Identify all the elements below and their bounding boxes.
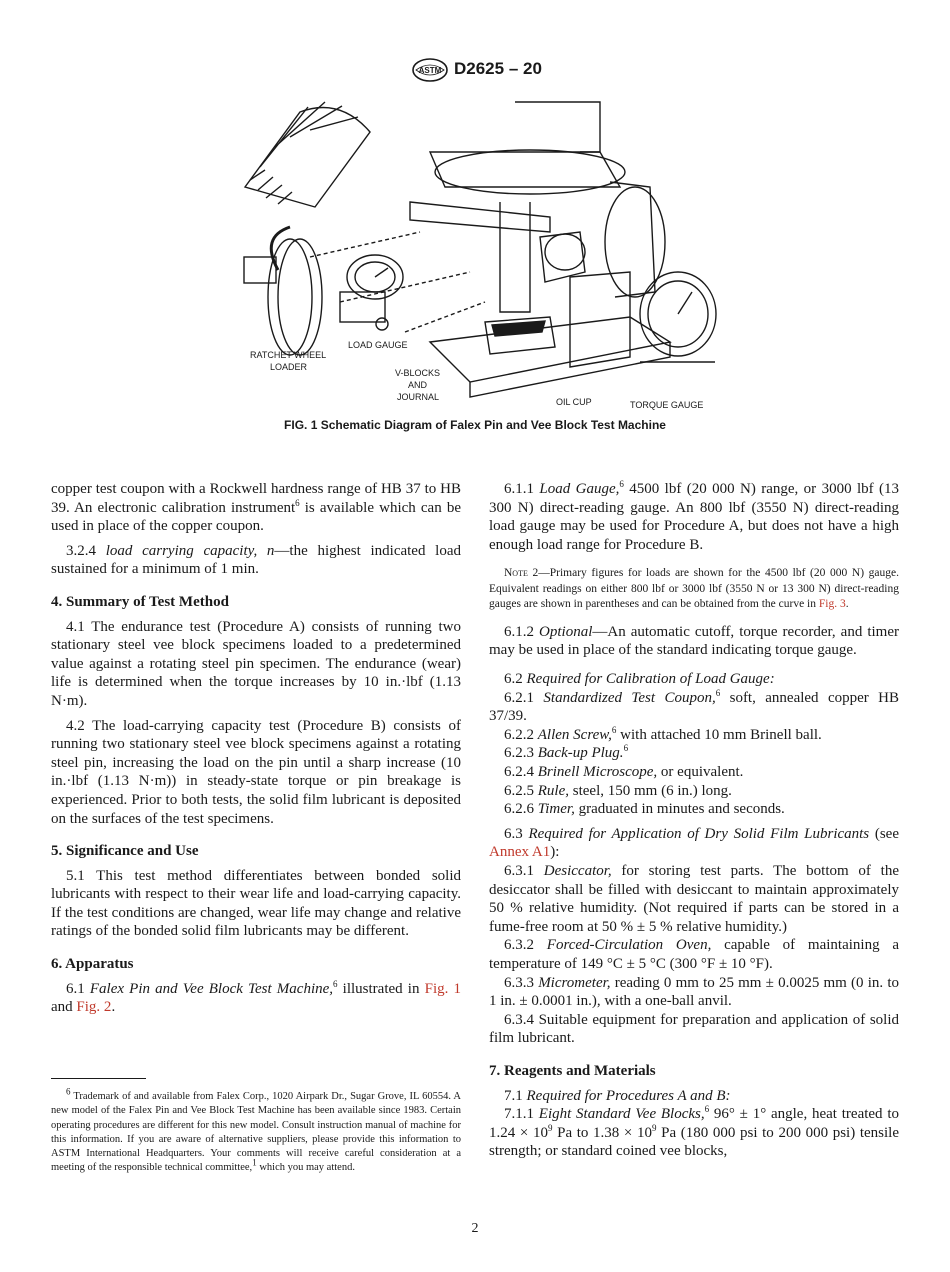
paragraph-6-1-2: 6.1.2 Optional—An automatic cutoff, torque recorder, and timer may be used in place of the standard indicating torque gauge. [489, 623, 900, 659]
paragraph-7-1-1: 7.1.1 Eight Standard Vee Blocks,$^6$ 96° ± 1° angle, heat treated to $1.24 \times 10^9$ Pa to $1.38 \times 10^9$ Pa (180 000 psi to 200 000 psi) tensile strength; or standard coined vee blocks, [489, 1104, 899, 1160]
section-6-heading: 6. Apparatus [51, 956, 134, 973]
paragraph-6-2-1: 6.2.1 Standardized Test Coupon,$^6$ soft, annealed copper HB 37/39. [489, 687, 899, 725]
label-load-gauge: LOAD GAUGE [348, 340, 408, 350]
paragraph-6-2-5: 6.2.5 Rule, steel, 150 mm (6 in.) long. [504, 782, 732, 799]
logo-text: ASTM [418, 66, 442, 75]
annex-a1-link[interactable]: Annex A1 [489, 844, 551, 861]
right-column [489, 480, 899, 1167]
astm-logo-icon [411, 58, 449, 82]
paragraph-6-3-2: 6.3.2 Forced-Circulation Oven, capable of maintaining a temperature of 149 °C ± 5 °C (300 °F ± 10 °F). [489, 937, 900, 972]
document-designation: D2625 – 20 [454, 59, 542, 78]
footnote-6: $^6$ Trademark of and available from Falex Corp., 1020 Airpark Dr., Sugar Grove, IL 60554. A new model of the Falex Pin and Vee Block Test Machine has been available since 1983. Certain operating procedures are different for this new model. Consult instruction manual of machine for this information. If you are aware of alternative suppliers, please provide this information to ASTM International Headquarters. Your comments will receive careful consideration at a meeting of the responsible technical committee,$^1$ which you may attend. [51, 1086, 461, 1174]
falex-machine-figure [230, 92, 730, 412]
label-torque-gauge: TORQUE GAUGE [630, 400, 704, 410]
paragraph-6-3-3: 6.3.3 Micrometer, reading 0 mm to 25 mm ± 0.0025 mm (0 in. to 1 in. ± 0.0001 in.), with a one-ball anvil. [489, 974, 899, 1010]
note-2: Note 2—Primary figures for loads are shown for the 4500 lbf (20 000 N) gauge. Equivalent readings on either 800 lbf or 3000 lbf (3550 N or 13 300 N) direct-reading gauges are shown in parentheses and can be obtained from the curve in Fig. 3. [489, 567, 899, 611]
label-vblocks-line3: JOURNAL [397, 392, 440, 402]
load-gauge-drawing [340, 255, 403, 330]
paragraph-6-3-4: 6.3.4 Suitable equipment for preparation and application of solid film lubricant. [489, 1011, 899, 1047]
label-vblocks-line2: AND [408, 380, 428, 390]
paragraph-6-3-1: 6.3.1 Desiccator, for storing test parts. The bottom of the desiccator shall be filled with desiccant to maintain approximately 50 % relative humidity. (Not required if parts can be stored in a fume-free room at 50 % ± 5 % relative humidity.) [489, 863, 899, 935]
ratchet-wheel-drawing [244, 227, 322, 355]
section-5-heading: 5. Significance and Use [51, 843, 199, 860]
paragraph-5-1: 5.1 This test method differentiates between bonded solid lubricants with respect to their wear life and load-carrying capacity. If the test conditions are changed, wear life may change and relative ratings of the bonded solid film lubricants may be different. [51, 867, 461, 940]
paragraph-6-3: 6.3 Required for Application of Dry Solid Film Lubricants (see Annex A1): [489, 825, 900, 861]
paragraph-6-1-1: 6.1.1 Load Gauge,$^6$ 4500 lbf (20 000 N) range, or 3000 lbf (13 300 N) direct-reading gauge. An 800 lbf (3550 N) direct-reading load gauge may be used for Procedure A, but does not have a high enough load range for Procedure B. [489, 479, 900, 553]
paragraph-6-2-3: 6.2.3 Back-up Plug.$^6$ [504, 743, 629, 762]
fig-3-link[interactable]: Fig. 3 [818, 598, 846, 611]
paragraph-6-2-2: 6.2.2 Allen Screw,$^6$ with attached 10 mm Brinell ball. [504, 724, 822, 743]
paragraph-3-2-4: 3.2.4 load carrying capacity, n—the highest indicated load sustained for a minimum of 1 min. [51, 542, 461, 578]
paragraph-6-2-6: 6.2.6 Timer, graduated in minutes and seconds. [504, 801, 785, 818]
paragraph-6-1: 6.1 Falex Pin and Vee Block Test Machine,$^6$ illustrated in Fig. 1 and Fig. 2. [51, 978, 462, 1016]
oil-cup-drawing [485, 317, 555, 354]
paragraph-4-2: 4.2 The load-carrying capacity test (Procedure B) consists of running two stationary steel vee block specimens against a rotating steel pin, increasing the load on the pin until a sharp increase (10 in.·lbf (1.13 N·m)) in steady-state torque or pin breakage is experienced. Prior to both tests, the solid film lubricant is deposited on the surfaces of the test specimens. [51, 717, 461, 827]
paragraph-6-2-4: 6.2.4 Brinell Microscope, or equivalent. [504, 764, 744, 781]
paragraph-6-2: 6.2 Required for Calibration of Load Gauge: [504, 671, 775, 688]
paragraph-4-1: 4.1 The endurance test (Procedure A) consists of running two stationary steel vee block specimens loaded to a predetermined value against a rotating steel pin specimen. The endurance (wear) life is determined when the torque increases by 10 in.·lbf (1.13 N·m). [51, 618, 461, 709]
section-7-heading: 7. Reagents and Materials [489, 1062, 656, 1079]
paragraph-7-1: 7.1 Required for Procedures A and B: [504, 1087, 731, 1104]
label-vblocks-line1: V-BLOCKS [395, 368, 441, 378]
label-oil-cup: OIL CUP [556, 397, 592, 407]
left-column [51, 480, 461, 1023]
paragraph-3-2-3-cont: copper test coupon with a Rockwell hardness range of HB 37 to HB 39. An electronic calibration instrument$^6$ is available which can be used in place of the copper coupon. [51, 481, 461, 535]
label-ratchet-wheel-line1: RATCHET WHEEL [250, 350, 327, 360]
footnote-divider [51, 1078, 146, 1079]
fig-1-link[interactable]: Fig. 1 [424, 980, 462, 997]
section-4-heading: 4. Summary of Test Method [51, 593, 229, 610]
page-header [0, 58, 950, 82]
torque-gauge-drawing [640, 272, 716, 362]
machine-frame-drawing [410, 102, 670, 397]
figure-caption: FIG. 1 Schematic Diagram of Falex Pin and Vee Block Test Machine [284, 418, 666, 432]
page-number: 2 [471, 1221, 479, 1236]
ratchet-scale-drawing [245, 102, 370, 207]
fig-2-link[interactable]: Fig. 2 [76, 999, 112, 1016]
label-ratchet-wheel-line2: LOADER [270, 362, 308, 372]
assembly-arrows [310, 232, 485, 332]
